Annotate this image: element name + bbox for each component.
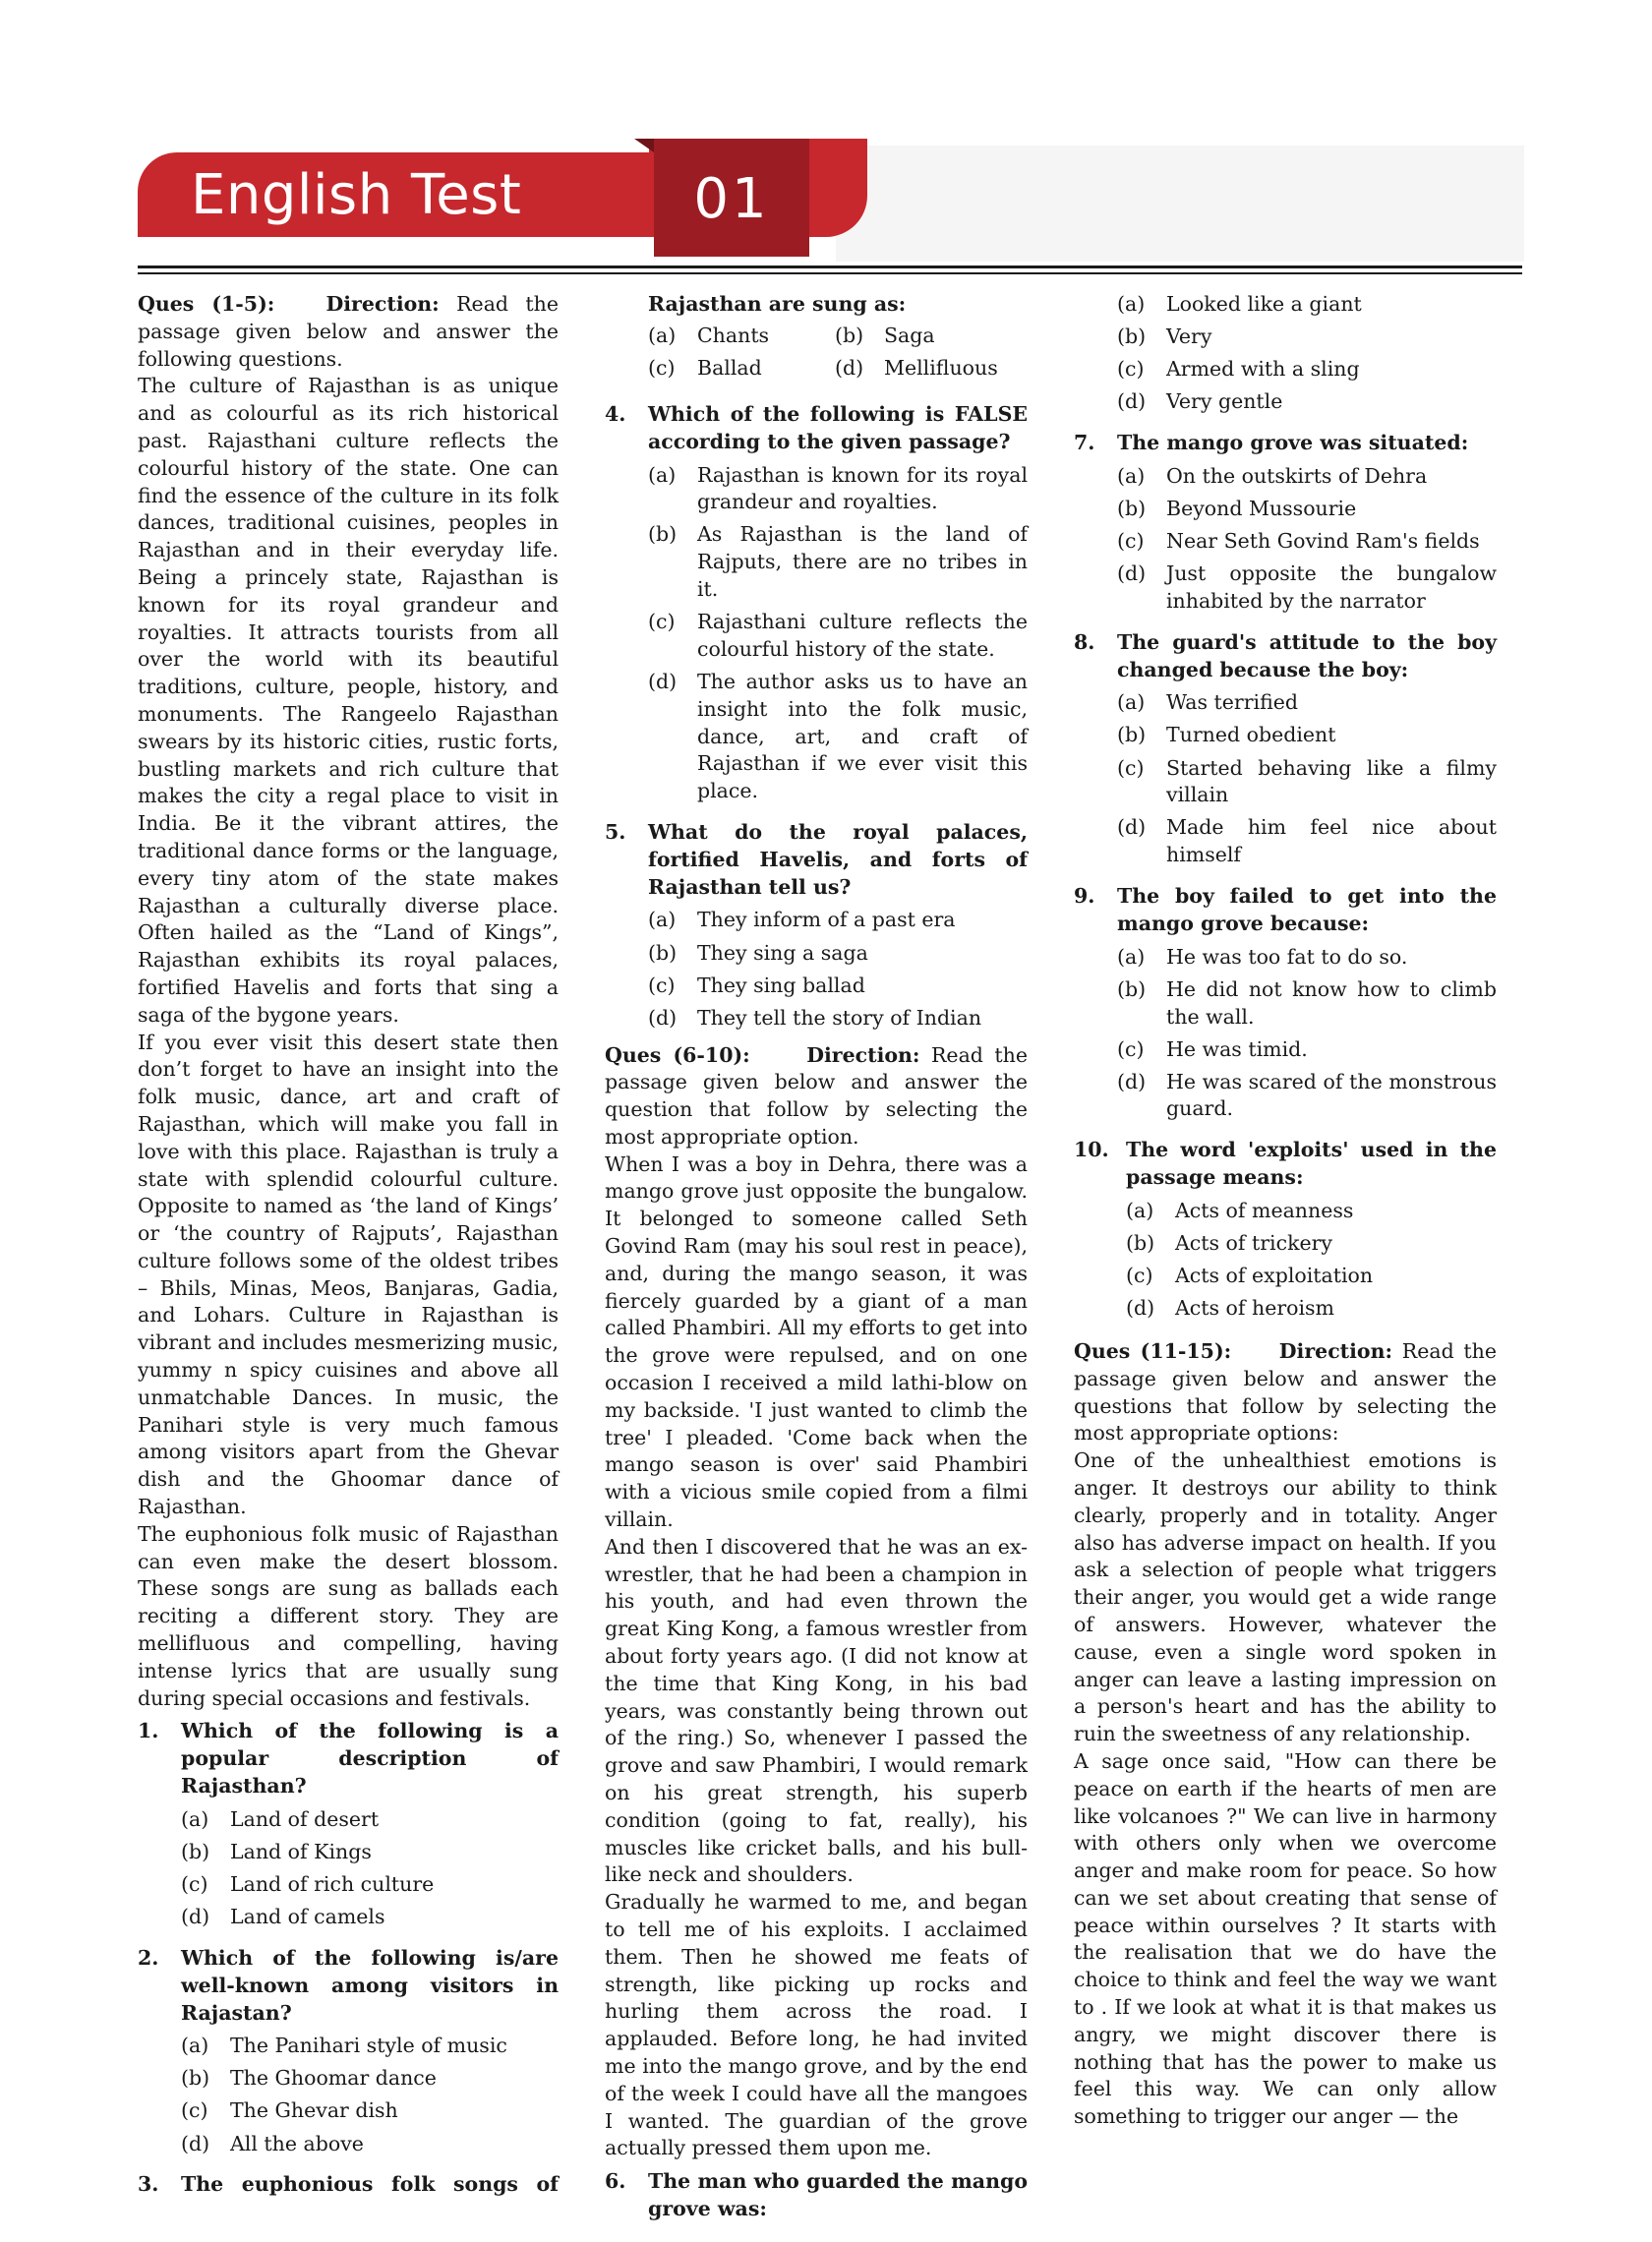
option: (d) Just opposite the bungalow inhabited by the narrator bbox=[1117, 561, 1497, 613]
question-number: 9. bbox=[1074, 884, 1095, 909]
passage-paragraph: A sage once said, "How can there be peace on earth if the hearts of men are like volcanoes ?" We can live in harmony with others only when we overcome anger and make room for peace. So how can we set about creating that sense of peace within ourselves ? It starts with the realisation that we do have the choice to think and feel the way we want to . If we look at what it is that makes us angry, we might discover there is nothing that has the power to make us feel this way. We can only allow something to trigger our anger — the bbox=[1074, 1748, 1497, 2129]
option: (b) Beyond Mussourie bbox=[1117, 496, 1357, 520]
option: (a) Acts of meanness bbox=[1126, 1198, 1354, 1222]
section-label: Ques (6-10): bbox=[605, 1042, 750, 1067]
option: (d) Made him feel nice about himself bbox=[1117, 815, 1497, 867]
question-text: The guard's attitude to the boy changed because the boy: bbox=[1117, 629, 1497, 681]
option: (c) Armed with a sling bbox=[1117, 357, 1360, 382]
question-8 bbox=[1074, 629, 1497, 869]
question-number: 7. bbox=[1074, 431, 1095, 455]
option: (d) All the above bbox=[181, 2131, 364, 2155]
question-text: The mango grove was situated: bbox=[1117, 431, 1469, 455]
question-2 bbox=[138, 1945, 559, 2157]
question-4 bbox=[605, 401, 1028, 805]
passage-paragraph: When I was a boy in Dehra, there was a mango grove just opposite the bungalow. It belonged to someone called Seth Govind Ram (may his soul rest in peace), and, during the mango season, it was fiercely guarded by a giant of a man called Phambiri. All my efforts to get into the grove were repulsed, and on one occasion I received a mild lathi-blow on my backside. 'I just wanted to climb the tree' I pleaded. 'Come back when the mango season is over' said Phambiri with a vicious smile copied from a filmi villain. bbox=[605, 1151, 1028, 1532]
question-number: 3. bbox=[138, 2172, 159, 2197]
option: (d) Mellifluous bbox=[835, 355, 998, 380]
question-text: Which of the following is a popular description of Rajasthan? bbox=[181, 1719, 559, 1799]
question-number: 1. bbox=[138, 1719, 159, 1743]
option: (a) Rajasthan is known for its royal grandeur and royalties. bbox=[648, 462, 1028, 514]
section-direction bbox=[605, 1042, 1028, 1151]
option: (b) He did not know how to climb the wall. bbox=[1117, 976, 1497, 1029]
option: (b) Acts of trickery bbox=[1126, 1230, 1333, 1255]
direction-text: Read the passage given below and answer the questions that follow by selecting the most appropriate options: bbox=[1074, 1338, 1497, 1446]
passage-paragraph: The euphonious folk music of Rajasthan can even make the desert blossom. These songs are sung as ballads each reciting a different story. They are mellifluous and compelling, having intense lyrics that are usually sung during special occasions and festivals. bbox=[138, 1521, 559, 1710]
question-9 bbox=[1074, 883, 1497, 1123]
question-text: The man who guarded the mango grove was: bbox=[648, 2169, 1028, 2220]
question-6-options bbox=[1074, 291, 1497, 416]
passage-paragraph: And then I discovered that he was an ex-wrestler, that he had been a champion in his youth, and had even thrown the great King Kong, a famous wrestler from about forty years ago. (I did not know at the time that King Kong, in his bad years, was constantly being thrown out of the ring.) So, whenever I passed the grove and saw Phambiri, I would remark on his great strength, his superb condition (going to fat, really), his muscles like cricket balls, and his bull-like neck and shoulders. bbox=[605, 1534, 1028, 1887]
question-text: What do the royal palaces, fortified Havelis, and forts of Rajasthan tell us? bbox=[648, 820, 1028, 899]
option: (b) Saga bbox=[835, 323, 935, 347]
question-7 bbox=[1074, 430, 1497, 616]
option: (c) Rajasthani culture reflects the colourful history of the state. bbox=[648, 610, 1028, 661]
direction-label: Direction: bbox=[1278, 1338, 1393, 1363]
option: (b) As Rajasthan is the land of Rajputs, there are no tribes in it. bbox=[648, 522, 1028, 602]
direction-text: Read the passage given below and answer the following questions. bbox=[138, 292, 559, 371]
option: (b) Very bbox=[1117, 324, 1212, 349]
option: (b) Land of Kings bbox=[181, 1839, 372, 1863]
question-number: 8. bbox=[1074, 629, 1095, 654]
option: (c) Land of rich culture bbox=[181, 1872, 435, 1897]
question-number: 6. bbox=[605, 2169, 626, 2194]
column-3 bbox=[1074, 291, 1497, 2131]
option: (b) They sing a saga bbox=[648, 940, 868, 965]
option: (d) Very gentle bbox=[1117, 389, 1283, 414]
header-background bbox=[836, 146, 1524, 262]
question-3-continued: Rajasthan are sung as: bbox=[648, 292, 907, 316]
option: (d) The author asks us to have an insight into the folk music, dance, art, and craft of Rajasthan if we ever visit this place. bbox=[648, 670, 1028, 803]
question-number: 10. bbox=[1074, 1138, 1109, 1162]
option: (a) The Panihari style of music bbox=[181, 2034, 507, 2058]
option: (c) The Ghevar dish bbox=[181, 2098, 398, 2123]
option: (a) They inform of a past era bbox=[648, 908, 956, 932]
section-direction bbox=[138, 291, 559, 373]
question-text: Which of the following is FALSE according to the given passage? bbox=[648, 401, 1028, 453]
question-number: 5. bbox=[605, 820, 626, 845]
question-10 bbox=[1074, 1137, 1497, 1323]
option: (d) Land of camels bbox=[181, 1905, 385, 1929]
option: (d) They tell the story of Indian bbox=[648, 1005, 982, 1030]
option: (c) He was timid. bbox=[1117, 1036, 1308, 1061]
option: (c) Ballad bbox=[648, 355, 762, 380]
column-1 bbox=[138, 291, 559, 2199]
question-number: 2. bbox=[138, 1945, 159, 1970]
passage-paragraph: The culture of Rajasthan is as unique and as colourful as its rich historical past. Rajasthani culture reflects the colourful history of the state. One can find the essence of the culture in its folk dances, traditional cuisines, peoples in Rajasthan and in their everyday life. Being a princely state, Rajasthan is known for its royal grandeur and royalties. It attracts tourists from all over the world with its beautiful traditions, culture, people, history, and monuments. The Rangeelo Rajasthan swears by its historic cities, rustic forts, bustling markets and rich culture that makes the city a regal place to visit in India. Be it the vibrant attires, the traditional dance forms or the language, every tiny atom of the state makes Rajasthan a culturally diverse place. Often hailed as the “Land of Kings”, Rajasthan exhibits its royal palaces, fortified Havelis and forts that sing a saga of the bygone years. bbox=[138, 374, 559, 1027]
passage-paragraph: One of the unhealthiest emotions is anger. It destroys our ability to think clearly, properly and in totality. Anger also has adverse impact on health. If you ask a selection of people what triggers their anger, you would get a wide range of answers. However, whatever the cause, even a single word spoken in anger can leave a lasting impression on a person's heart and has the ability to ruin the sweetness of any relationship. bbox=[1074, 1448, 1497, 1746]
page-title: English Test bbox=[191, 163, 522, 227]
option: (a) Chants bbox=[648, 323, 770, 347]
question-text: The boy failed to get into the mango grove because: bbox=[1117, 884, 1497, 935]
header-divider-thick bbox=[138, 266, 1522, 268]
option: (a) Was terrified bbox=[1117, 690, 1299, 715]
option: (a) On the outskirts of Dehra bbox=[1117, 463, 1428, 488]
option: (c) Started behaving like a filmy villain bbox=[1117, 755, 1497, 807]
option: (a) He was too fat to do so. bbox=[1117, 944, 1408, 969]
passage-paragraph: If you ever visit this desert state then don’t forget to have an insight into the folk music, dance, art and craft of Rajasthan, which will make you fall in love with this place. Rajasthan is truly a state with splendid colourful culture. Opposite to named as ‘the land of Kings’ or ‘the country of Rajputs’, Rajasthan culture follows some of the oldest tribes – Bhils, Minas, Meos, Banjaras, Gadia, and Lohars. Culture in Rajasthan is vibrant and includes mesmerizing music, yummy n spicy cuisines and above all unmatchable Dances. In music, the Panihari style is very much famous among visitors apart from the Ghevar dish and the Ghoomar dance of Rajasthan. bbox=[138, 1030, 559, 1519]
option: (d) He was scared of the monstrous guard. bbox=[1117, 1069, 1497, 1121]
option: (c) Near Seth Govind Ram's fields bbox=[1117, 529, 1480, 554]
option: (b) The Ghoomar dance bbox=[181, 2066, 437, 2091]
section-label: Ques (11-15): bbox=[1074, 1338, 1232, 1363]
option: (c) Acts of exploitation bbox=[1126, 1264, 1374, 1288]
direction-label: Direction: bbox=[806, 1042, 920, 1067]
passage-paragraph: Gradually he warmed to me, and began to tell me of his exploits. I acclaimed them. Then he showed me feats of strength, like picking up rocks and hurling them across the road. I applauded. Before long, he had invited me into the mango grove, and by the end of the week I could have all the mangoes I wanted. The guardian of the grove actually pressed them upon me. bbox=[605, 1890, 1028, 2160]
question-6 bbox=[605, 2168, 1028, 2223]
question-text: The euphonious folk songs of bbox=[181, 2172, 559, 2197]
question-3-options bbox=[605, 323, 1028, 387]
column-2 bbox=[605, 291, 1028, 2223]
direction-text: Read the passage given below and answer the question that follow by selecting the most appropriate option. bbox=[605, 1042, 1028, 1149]
test-number: 01 bbox=[693, 167, 770, 231]
question-number: 4. bbox=[605, 401, 626, 426]
question-text: The word 'exploits' used in the passage means: bbox=[1126, 1138, 1497, 1190]
section-direction bbox=[1074, 1338, 1497, 1447]
question-3 bbox=[138, 2171, 559, 2199]
option: (b) Turned obedient bbox=[1117, 723, 1336, 747]
question-1 bbox=[138, 1718, 559, 1930]
direction-label: Direction: bbox=[325, 292, 440, 316]
option: (c) They sing ballad bbox=[648, 973, 865, 997]
option: (d) Acts of heroism bbox=[1126, 1296, 1334, 1321]
section-label: Ques (1-5): bbox=[138, 292, 275, 316]
option: (a) Land of desert bbox=[181, 1806, 380, 1831]
question-text: Which of the following is/are well-known among visitors in Rajastan? bbox=[181, 1945, 559, 2025]
question-5 bbox=[605, 819, 1028, 1032]
option: (a) Looked like a giant bbox=[1117, 292, 1362, 316]
header-divider-thin bbox=[138, 272, 1522, 274]
